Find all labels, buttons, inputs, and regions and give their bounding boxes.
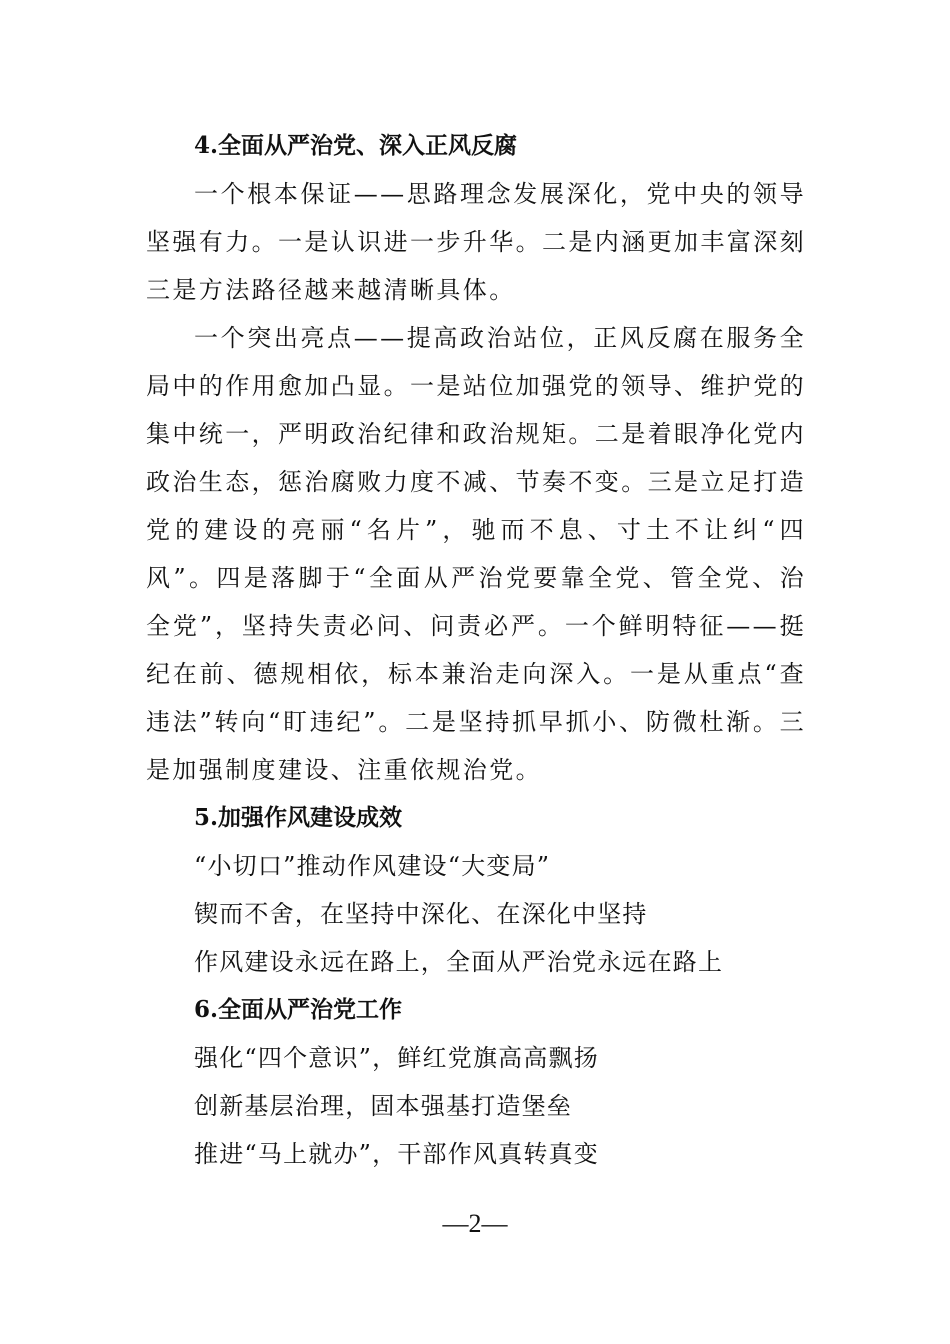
section-heading-4: 4.全面从严治党、深入正风反腐 [194,132,518,159]
section-5-line-3: 作风建设永远在路上，全面从严治党永远在路上 [194,948,724,976]
section-heading-6: 6.全面从严治党工作 [194,996,403,1023]
document-body [146,122,806,1178]
section-6-line-1: 强化“四个意识”，鲜红党旗高高飘扬 [194,1044,599,1072]
section-6-line-2: 创新基层治理，固本强基打造堡垒 [194,1092,572,1120]
section-5-line-2: 锲而不舍，在坚持中深化、在深化中坚持 [194,900,648,928]
section-5-line-1: “小切口”推动作风建设“大变局” [194,852,551,880]
section-heading-5: 5.加强作风建设成效 [194,804,403,831]
section-6-line-3: 推进“马上就办”，干部作风真转真变 [194,1140,599,1168]
page-number: —2— [442,1209,508,1238]
section-4-paragraph-1: 一个根本保证——思路理念发展深化，党中央的领导坚强有力。一是认识进一步升华。二是内涵更加丰富深刻三是方法路径越来越清晰具体。 [146,180,806,304]
section-4-paragraph-2: 一个突出亮点——提高政治站位，正风反腐在服务全局中的作用愈加凸显。一是站位加强党的领导、维护党的集中统一，严明政治纪律和政治规矩。二是着眼净化党内政治生态，惩治腐败力度不减、节奏不变。三是立足打造党的建设的亮丽“名片”，驰而不息、寸土不让纠“四风”。四是落脚于“全面从严治党要靠全党、管全党、治全党”，坚持失责必问、问责必严。一个鲜明特征——挺纪在前、德规相依，标本兼治走向深入。一是从重点“查违法”转向“盯违纪”。二是坚持抓早抓小、防微杜渐。三是加强制度建设、注重依规治党。 [146,324,806,784]
